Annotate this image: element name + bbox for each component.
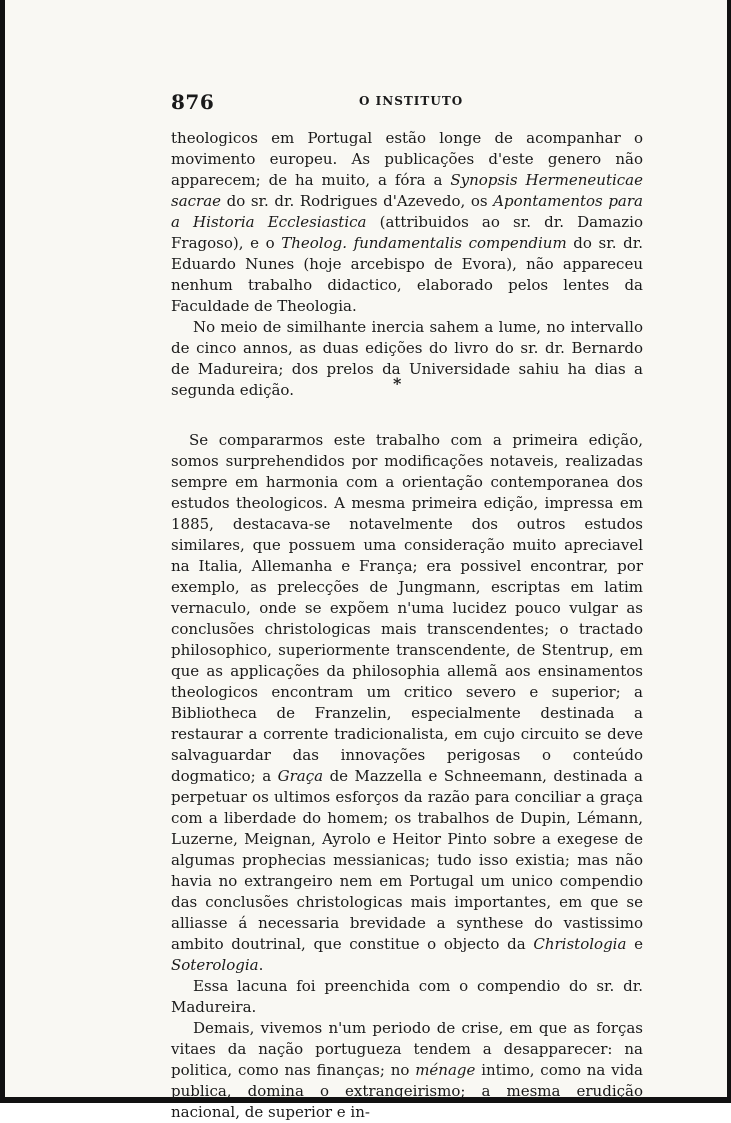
paragraph: Demais, vivemos n'um periodo de crise, em que as forças vitaes da nação portugueza tendem a desapparecer: na politica, como nas finanças; no ménage intimo, como na vida publica, domina o extrangeirismo; a mesma erudição nacional, de superior e in-	[171, 1019, 643, 1121]
paragraph: Essa lacuna foi preenchida com o compendio do sr. dr. Madureira.	[171, 977, 643, 1016]
section-2-text	[171, 430, 643, 1123]
italic-word: ménage	[415, 1061, 476, 1079]
italic-title: Soterologia	[171, 956, 259, 974]
section-1-text	[171, 128, 643, 401]
page-header	[171, 88, 643, 118]
page-number: 876	[171, 90, 215, 114]
italic-title: Apontamentos para a Historia Ecclesiastica	[171, 192, 643, 231]
section-ornament: *	[393, 374, 402, 393]
italic-title: Graça	[277, 767, 324, 785]
paragraph: Se compararmos este trabalho com a primeira edição, somos surprehendidos por modificações notaveis, realizadas sempre em harmonia com a orientação contemporanea dos estudos theologicos. A mesma primeira edição, impressa em 1885, destacava-se notavelmente dos outros estudos similares, que possuem uma consideração muito apreciavel na Italia, Allemanha e França; era possivel encontrar, por exemplo, as prelecções de Jungmann, escriptas em latim vernaculo, onde se expõem n'uma lucidez pouco vulgar as conclusões christologicas mais transcendentes; o tractado philosophico, superiormente transcendente, de Stentrup, em que as applicações da philosophia allemã aos ensinamentos theologicos encontram um critico severo e superior; a Bibliotheca de Franzelin, especialmente destinada a restaurar a corrente tradicionalista, em cujo circuito se deve salvaguardar das innovações perigosas o conteúdo dogmatico; a Graça de Mazzella e Schneemann, destinada a perpetuar os ultimos esforços da razão para conciliar a graça com a liberdade do homem; os trabalhos de Dupin, Lémann, Luzerne, Meignan, Ayrolo e Heitor Pinto sobre a exegese de algumas prophecias messianicas; tudo isso existia; mas não havia no extrangeiro nem em Portugal um unico compendio das conclusões christologicas mais importantes, em que se alliasse á necessaria brevidade a synthese do vastissimo ambito doutrinal, que constitue o objecto da Christologia e Soterologia.	[171, 431, 643, 974]
italic-title: Synopsis Hermeneuticae sacrae	[171, 171, 643, 210]
paragraph: theologicos em Portugal estão longe de acompanhar o movimento europeu. As publicações d'este genero não apparecem; de ha muito, a fóra a Synopsis Hermeneuticae sacrae do sr. dr. Rodrigues d'Azevedo, os Apontamentos para a Historia Ecclesiastica (attribuidos ao sr. dr. Damazio Fragoso), e o Theolog. fundamentalis compendium do sr. dr. Eduardo Nunes (hoje arcebispo de Evora), não appareceu nenhum trabalho didactico, elaborado pelos lentes da Faculdade de Theologia.	[171, 129, 643, 315]
italic-title: Christologia	[533, 935, 627, 953]
running-title: O INSTITUTO	[359, 94, 464, 108]
paragraph: No meio de similhante inercia sahem a lume, no intervallo de cinco annos, as duas edições do livro do sr. dr. Bernardo de Madureira; dos prelos da Universidade sahiu ha dias a segunda edição.	[171, 318, 643, 399]
italic-title: Theolog. fundamentalis compendium	[281, 234, 567, 252]
